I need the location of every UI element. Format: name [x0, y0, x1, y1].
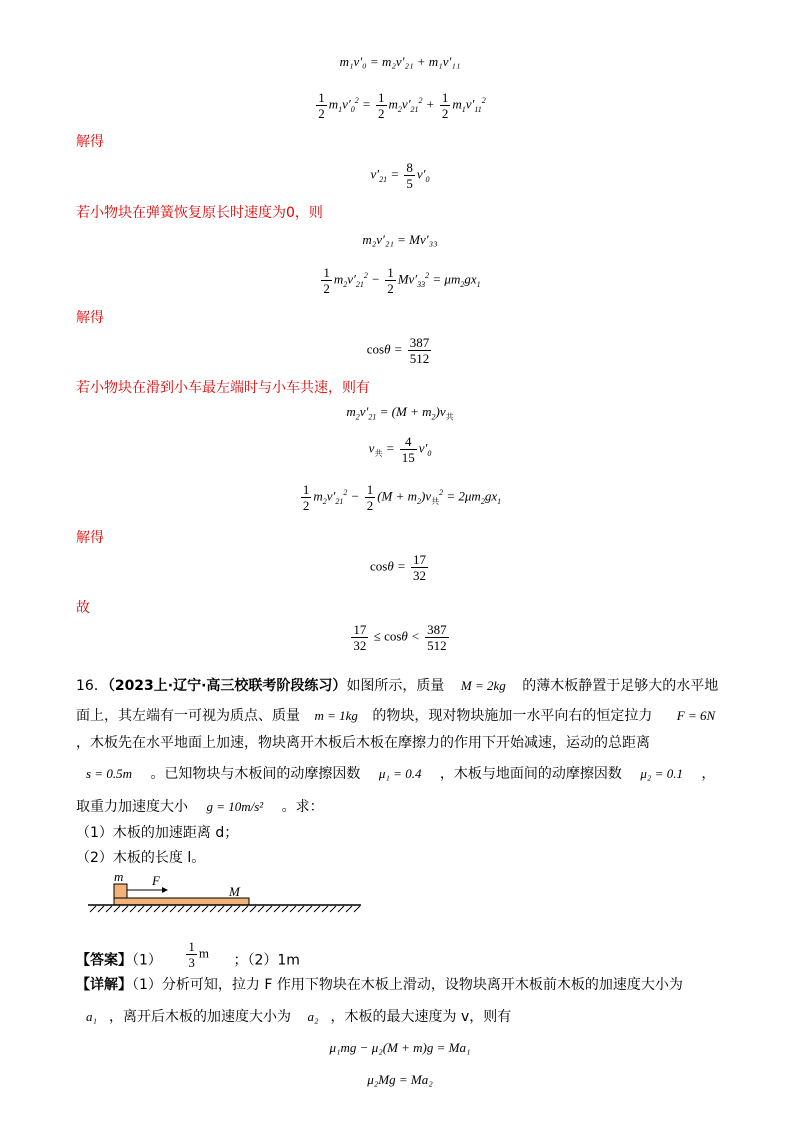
equation-newton-1: μ₁mg − μ₂(M + m)g = Ma₁ — [329, 1040, 471, 1055]
label-F: F — [152, 873, 160, 888]
detail-line-1: 【详解】（1）分析可知，拉力 F 作用下物块在木板上滑动，设物块离开木板前木板的加速度大小为 — [76, 977, 683, 993]
answer-tag: 【答案】 — [76, 952, 132, 969]
problem-source: （2023上·辽宁·高三校联考阶段练习） — [107, 678, 347, 694]
problem-line-4: s = 0.5m 。已知物块与木板间的动摩擦因数 μ₁ = 0.4 ，木板与地面间的动摩擦因数 μ₂ = 0.1 ， — [86, 766, 716, 782]
equation-momentum-1: m₁v′₀ = m₂v′₂₁ + m₁v′₁₁ — [339, 54, 461, 69]
answer-line: 【答案】（1） $\frac{1}{3}$ m ；（2）1m — [76, 939, 300, 970]
equation-newton-2: μ₂Mg = Ma₂ — [367, 1072, 433, 1087]
label-m: m — [114, 870, 124, 884]
equation-v-common: $v_共$ = $\frac{4}{15}$ $v'_0$ — [368, 434, 432, 465]
distance-s: s = 0.5m — [86, 766, 132, 781]
mu2: μ₂ = 0.1 — [640, 766, 683, 781]
label-M: M — [229, 884, 240, 899]
question-1: （1）木板的加速距离 d； — [76, 825, 239, 841]
equation-v21: $v'_{21}$ = $\frac{8}{5}$ $v'_0$ — [370, 160, 430, 191]
equation-energy-1: $\frac{1}{2}$ $m_1v'_0^2$ = $\frac{1}{2}$ $m_2v'_{21}^2$ + $\frac{1}{2}$ $m_1v'_{11}^2$ — [318, 90, 486, 121]
equation-momentum-2: m₂v′₂₁ = Mv′₃₃ — [362, 232, 438, 247]
equation-momentum-3: $m_2v'_{21} = (M + m_2)v_共$ — [346, 404, 454, 422]
force-arrow-head — [162, 887, 168, 893]
label-solve-2: 解得 — [76, 310, 104, 326]
label-case-2: 若小物块在滑到小车最左端时与小车共速，则有 — [76, 380, 370, 396]
question-2: （2）木板的长度 l。 — [76, 850, 206, 866]
label-case-1: 若小物块在弹簧恢复原长时速度为0，则 — [76, 205, 323, 221]
problem-line-5: 取重力加速度大小 g = 10m/s² 。求： — [76, 799, 324, 815]
problem-line-2: 面上，其左端有一可视为质点、质量 m = 1kg 的物块，现对物块施加一水平向右的恒定拉力 F = 6N — [76, 708, 716, 724]
answer-fraction: $\frac{1}{3}$ m — [188, 939, 209, 970]
detail-tag: 【详解】 — [76, 977, 132, 993]
equation-energy-2: $\frac{1}{2}$ $m_2v'_{21}^2$ − $\frac{1}{2}$ $Mv'_{33}^2 = \mu m_2gx_1$ — [323, 265, 481, 296]
equation-cos-1: cosθ = $\frac{387}{512}$ — [366, 335, 430, 366]
mu1: μ₁ = 0.4 — [378, 766, 422, 781]
board-M — [114, 898, 249, 905]
mass-m: m = 1kg — [314, 708, 358, 723]
force-F: F = 6N — [676, 708, 716, 723]
label-solve-3: 解得 — [76, 530, 104, 546]
detail-line-2: a₁ ，离开后木板的加速度大小为 a₂ ，木板的最大速度为 v，则有 — [86, 1009, 512, 1025]
problem-line-3: ，木板先在水平地面上加速，物块离开木板后木板在摩擦力的作用下开始减速，运动的总距离 — [76, 735, 650, 751]
label-solve-1: 解得 — [76, 134, 104, 150]
problem-number: 16． — [76, 678, 108, 694]
figure-block-board — [86, 870, 366, 916]
equation-cos-2: cosθ = $\frac{17}{32}$ — [369, 552, 426, 583]
label-therefore: 故 — [76, 600, 90, 616]
ground-hatching — [90, 906, 360, 912]
accel-a2: a₂ — [307, 1009, 319, 1024]
problem-line-1: 16．（2023上·辽宁·高三校联考阶段练习）如图所示，质量 M = 2kg 的薄木板静置于足够大的水平地 — [76, 678, 719, 694]
equation-energy-3: $\frac{1}{2}$ $m_2v'_{21}^2$ − $\frac{1}{2}$ $(M + m_2)v_共^2 = 2\mu m_2gx_1$ — [302, 482, 502, 513]
mass-M: M = 2kg — [460, 678, 506, 693]
equation-range: $\frac{17}{32}$ ≤ cosθ < $\frac{387}{512}$ — [353, 622, 447, 653]
block-m — [114, 884, 127, 898]
accel-a1: a₁ — [86, 1009, 98, 1024]
gravity-g: g = 10m/s² — [206, 799, 264, 814]
